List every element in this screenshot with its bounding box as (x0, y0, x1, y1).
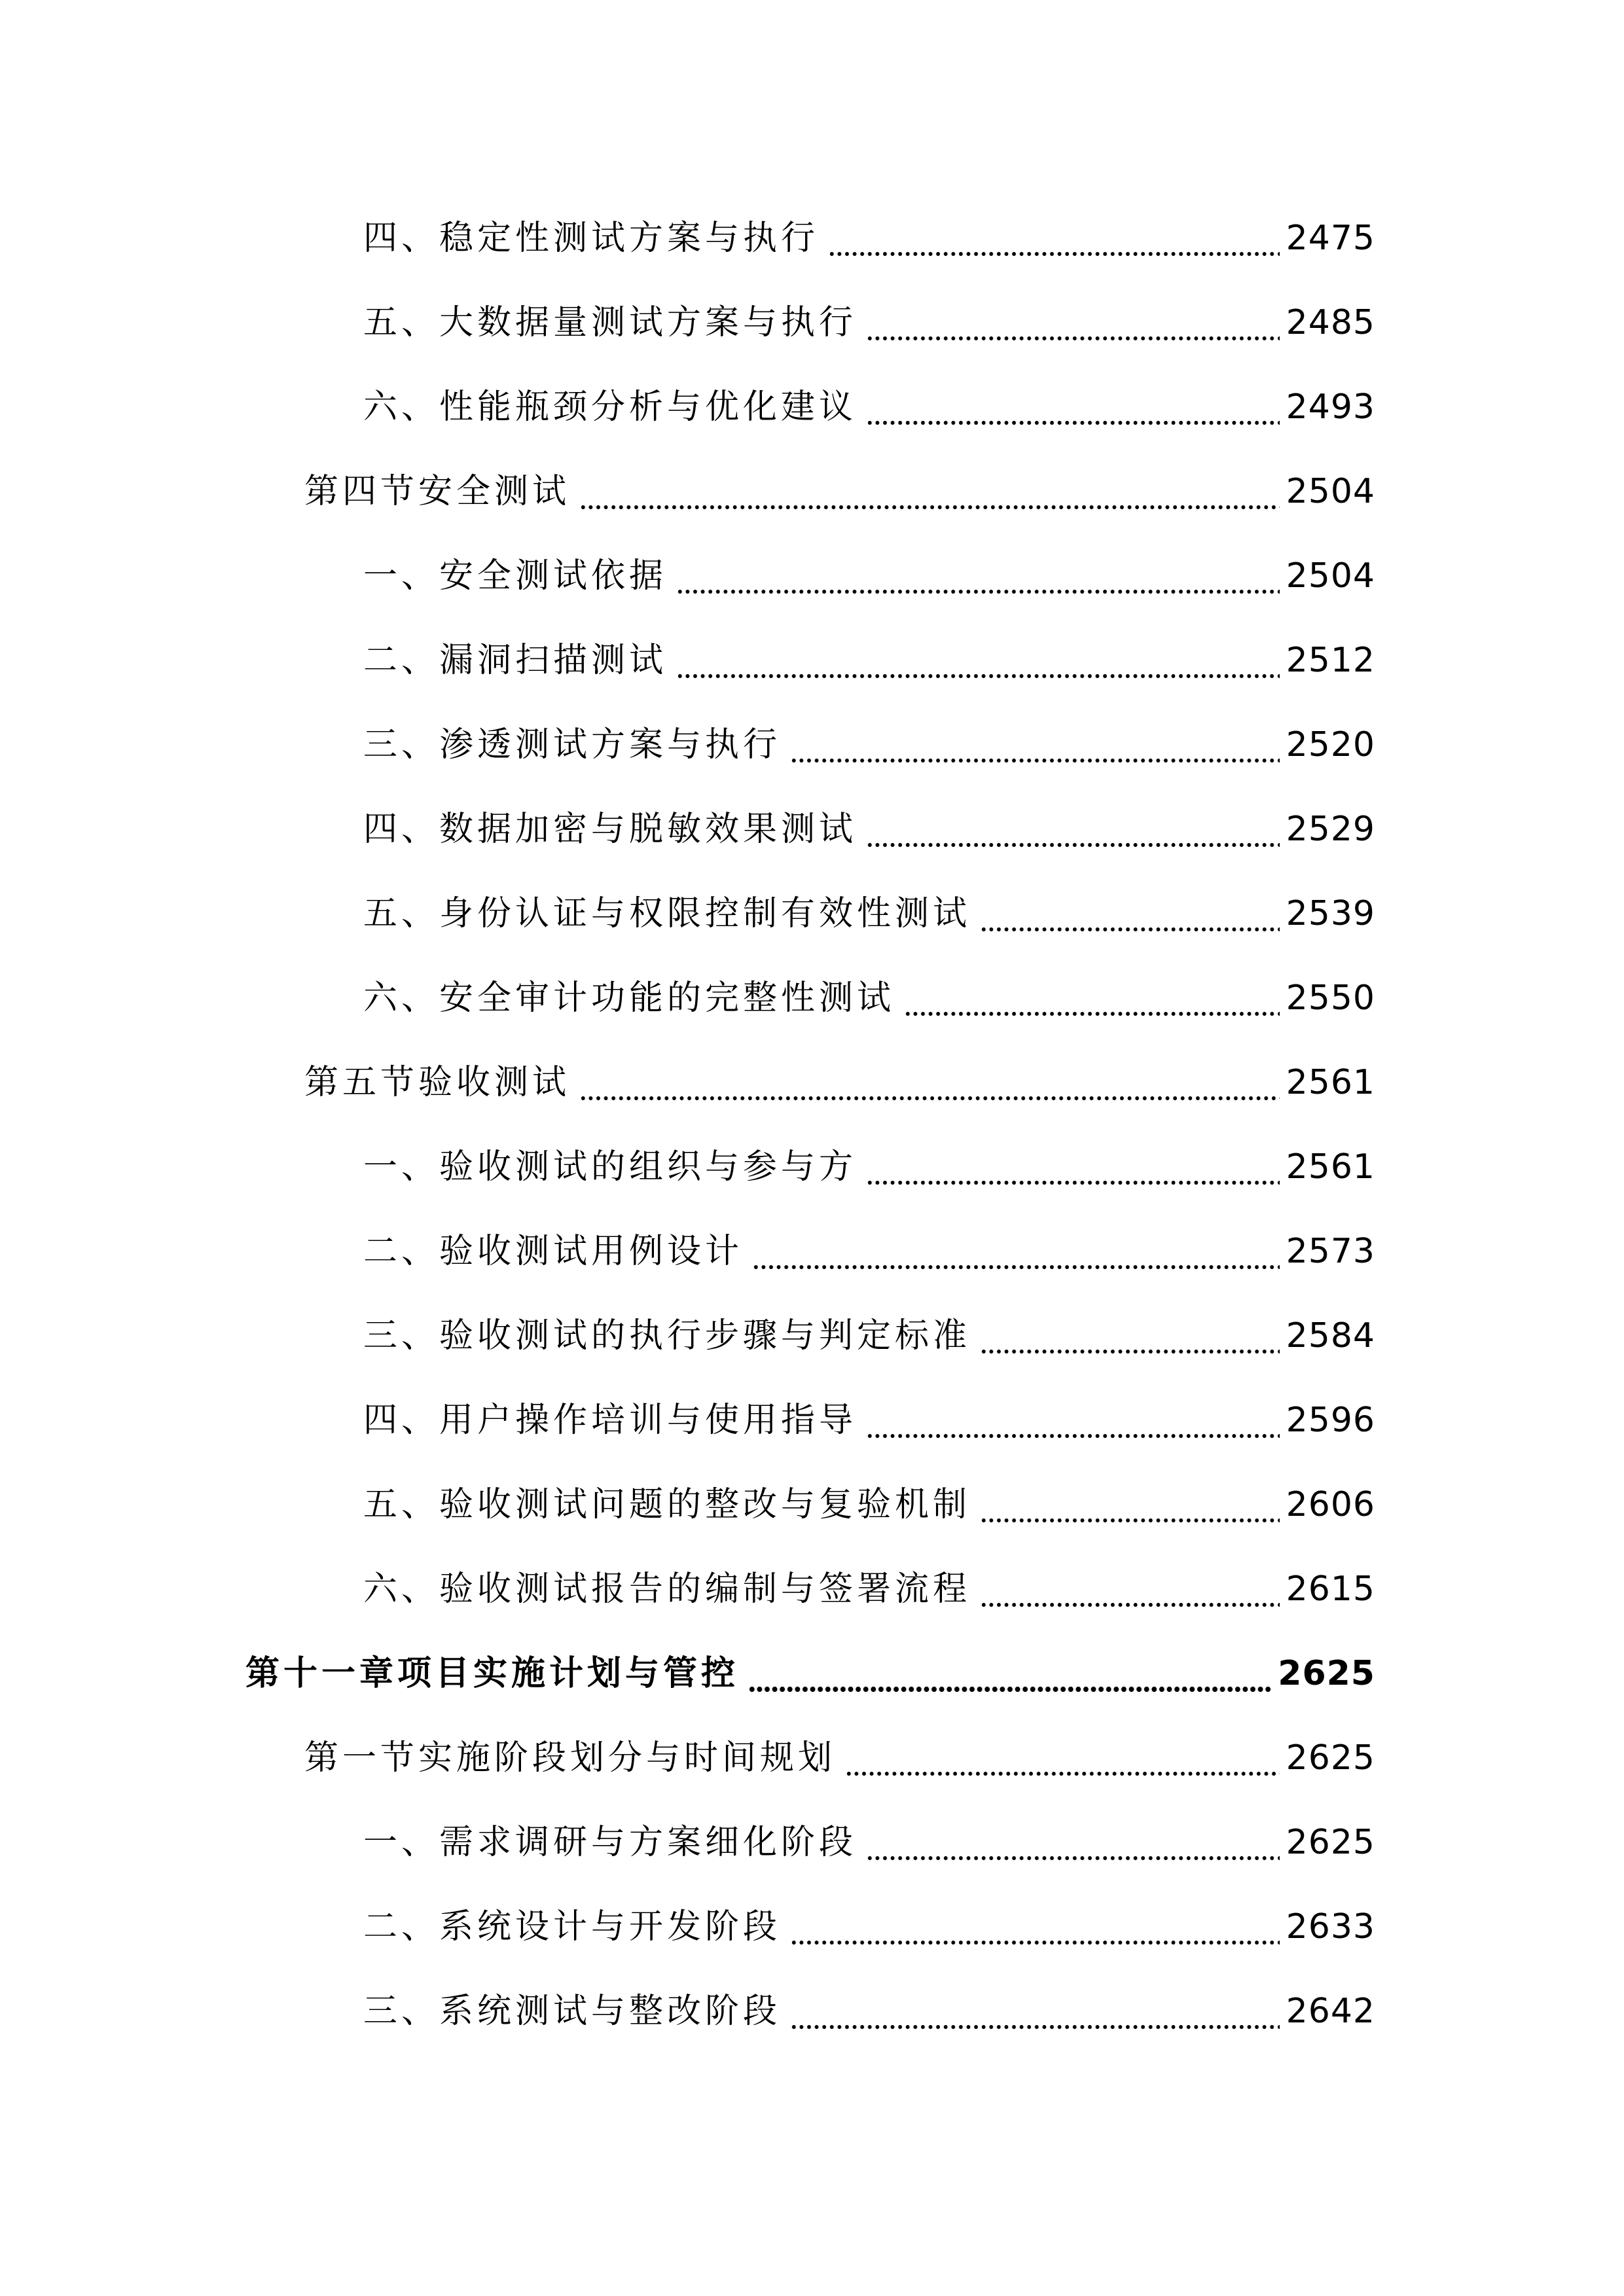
dot-leader (845, 1725, 1280, 1791)
toc-entry (363, 1219, 1375, 1284)
toc-entry (363, 628, 1375, 693)
toc-entry (363, 797, 1375, 862)
toc-entry-page: 2520 (1286, 725, 1375, 764)
dot-leader (790, 1894, 1280, 1960)
toc-entry-title: 第十一章项目实施计划与管控 (245, 1654, 740, 1693)
dot-leader (790, 712, 1280, 778)
toc-entry-page: 2596 (1286, 1401, 1375, 1440)
toc-entry-title: 三、渗透测试方案与执行 (363, 725, 782, 764)
toc-entry-title: 第一节实施阶段划分与时间规划 (304, 1738, 837, 1778)
toc-entry-title: 第四节安全测试 (304, 472, 571, 511)
dot-leader (904, 965, 1280, 1031)
dot-leader (790, 1979, 1280, 2044)
toc-entry (304, 1050, 1375, 1115)
toc-entry-title: 四、用户操作培训与使用指导 (363, 1401, 857, 1440)
toc-entry (363, 206, 1375, 271)
dot-leader (980, 1472, 1280, 1537)
toc-entry (304, 459, 1375, 524)
toc-entry-title: 二、漏洞扫描测试 (363, 641, 668, 680)
toc-entry-title: 六、安全审计功能的完整性测试 (363, 978, 895, 1018)
dot-leader (866, 290, 1280, 355)
toc-entry (363, 374, 1375, 440)
toc-entry-page: 2504 (1286, 472, 1375, 511)
toc-entry (363, 1134, 1375, 1200)
toc-entry-title: 五、验收测试问题的整改与复验机制 (363, 1485, 971, 1524)
toc-entry-page: 2539 (1286, 894, 1375, 933)
toc-entry-page: 2529 (1286, 810, 1375, 849)
toc-entry-title: 三、验收测试的执行步骤与判定标准 (363, 1316, 971, 1355)
toc-entry-title: 第五节验收测试 (304, 1063, 571, 1102)
toc-entry-title: 六、性能瓶颈分析与优化建议 (363, 387, 857, 427)
dot-leader (748, 1641, 1271, 1706)
toc-entry (363, 1810, 1375, 1875)
toc-entry (363, 1894, 1375, 1960)
toc-entry-page: 2512 (1286, 641, 1375, 680)
dot-leader (828, 206, 1280, 271)
toc-entry-page: 2493 (1286, 387, 1375, 427)
toc-entry-page: 2633 (1286, 1907, 1375, 1946)
toc-entry-title: 四、数据加密与脱敏效果测试 (363, 810, 857, 849)
toc-entry-page: 2584 (1286, 1316, 1375, 1355)
dot-leader (579, 459, 1280, 524)
toc-entry (245, 1641, 1375, 1706)
toc-entry-title: 四、稳定性测试方案与执行 (363, 219, 820, 258)
toc-entry-page: 2573 (1286, 1232, 1375, 1271)
toc-entry-title: 一、验收测试的组织与参与方 (363, 1147, 857, 1187)
dot-leader (752, 1219, 1280, 1284)
toc-entry (363, 1388, 1375, 1453)
toc-entry-title: 五、身份认证与权限控制有效性测试 (363, 894, 971, 933)
toc-entry-page: 2625 (1286, 1823, 1375, 1862)
toc-entry-title: 二、系统设计与开发阶段 (363, 1907, 782, 1946)
dot-leader (866, 1810, 1280, 1875)
dot-leader (866, 797, 1280, 862)
toc-entry-title: 六、验收测试报告的编制与签署流程 (363, 1570, 971, 1609)
dot-leader (980, 881, 1280, 946)
toc-entry-page: 2606 (1286, 1485, 1375, 1524)
dot-leader (579, 1050, 1280, 1115)
dot-leader (676, 628, 1280, 693)
dot-leader (866, 1134, 1280, 1200)
dot-leader (866, 374, 1280, 440)
toc-entry (363, 1556, 1375, 1622)
toc-entry-title: 二、验收测试用例设计 (363, 1232, 744, 1271)
toc-entry-page: 2642 (1286, 1992, 1375, 2031)
toc-entry (363, 1979, 1375, 2044)
dot-leader (866, 1388, 1280, 1453)
toc-entry (363, 1303, 1375, 1369)
toc-entry (363, 712, 1375, 778)
toc-entry (363, 543, 1375, 609)
toc-entry-page: 2625 (1286, 1738, 1375, 1778)
dot-leader (980, 1303, 1280, 1369)
toc-entry-title: 一、需求调研与方案细化阶段 (363, 1823, 857, 1862)
toc-entry-page: 2550 (1286, 978, 1375, 1018)
toc-entry-page: 2475 (1286, 219, 1375, 258)
toc-entry-title: 五、大数据量测试方案与执行 (363, 303, 857, 342)
toc-entry-page: 2625 (1278, 1654, 1375, 1693)
toc-entry-page: 2561 (1286, 1147, 1375, 1187)
toc-entry (363, 290, 1375, 355)
dot-leader (676, 543, 1280, 609)
dot-leader (980, 1556, 1280, 1622)
toc-entry-title: 一、安全测试依据 (363, 556, 668, 596)
toc-entry-page: 2504 (1286, 556, 1375, 596)
toc-entry (363, 1472, 1375, 1537)
toc-entry (304, 1725, 1375, 1791)
toc-entry-page: 2615 (1286, 1570, 1375, 1609)
toc-entry-title: 三、系统测试与整改阶段 (363, 1992, 782, 2031)
toc-entry-page: 2485 (1286, 303, 1375, 342)
toc-entry-page: 2561 (1286, 1063, 1375, 1102)
toc-entry (363, 965, 1375, 1031)
toc-entry (363, 881, 1375, 946)
